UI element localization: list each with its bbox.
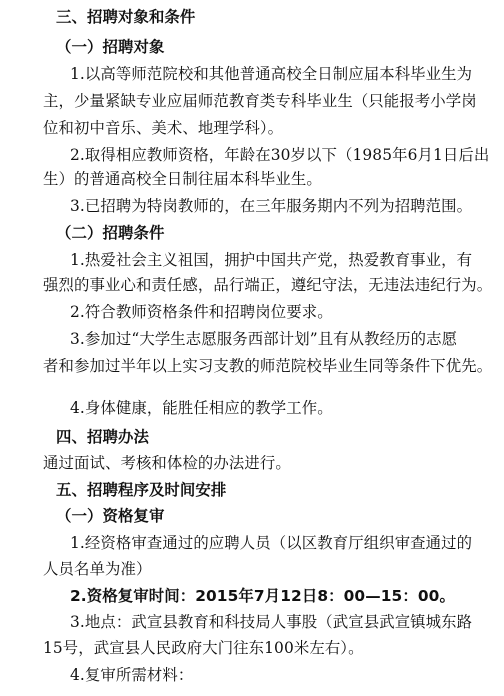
paragraph-line: 生）的普通高校全日制往届本科毕业生。 — [43, 170, 322, 188]
paragraph-line: 2.符合教师资格条件和招聘岗位要求。 — [70, 303, 333, 321]
paragraph-line: 3.已招聘为特岗教师的，在三年服务期内不列为招聘范围。 — [70, 197, 473, 215]
paragraph-line: 人员名单为准） — [43, 560, 152, 578]
paragraph-line: 强烈的事业心和责任感，品行端正，遵纪守法，无违法违纪行为。 — [43, 276, 493, 294]
paragraph-line: 4.复审所需材料： — [70, 666, 194, 684]
section-heading-4: 四、招聘办法 — [56, 428, 149, 446]
section-heading-3: 三、招聘对象和条件 — [56, 8, 196, 26]
paragraph-line: 主，少量紧缺专业应届师范教育类专科毕业生（只能报考小学岗 — [43, 92, 477, 110]
paragraph-line: 2.取得相应教师资格，年龄在30岁以下（1985年6月1日后出 — [70, 146, 490, 164]
paragraph-line: 1.经资格审查通过的应聘人员（以区教育厅组织审查通过的 — [70, 534, 473, 552]
review-time-line: 2.资格复审时间：2015年7月12日8：00—15：00。 — [70, 587, 455, 605]
section-heading-5: 五、招聘程序及时间安排 — [56, 481, 227, 499]
paragraph-line: 者和参加过半年以上实习支教的师范院校毕业生同等条件下优先。 — [43, 357, 493, 375]
paragraph-line: 通过面试、考核和体检的办法进行。 — [43, 454, 291, 472]
paragraph-line: 3.参加过“大学生志愿服务西部计划”且有从教经历的志愿 — [70, 330, 458, 348]
paragraph-line: 1.以高等师范院校和其他普通高校全日制应届本科毕业生为 — [70, 65, 473, 83]
subsection-heading: （一）资格复审 — [56, 507, 165, 525]
subsection-heading: （二）招聘条件 — [56, 224, 165, 242]
paragraph-line: 3.地点：武宣县教育和科技局人事股（武宣县武宣镇城东路 — [70, 613, 473, 631]
paragraph-line: 15号，武宣县人民政府大门往东100米左右）。 — [43, 639, 364, 657]
subsection-heading: （一）招聘对象 — [56, 38, 165, 56]
paragraph-line: 位和初中音乐、美术、地理学科）。 — [43, 119, 284, 137]
paragraph-line: 4.身体健康，能胜任相应的教学工作。 — [70, 399, 333, 417]
paragraph-line: 1.热爱社会主义祖国，拥护中国共产党，热爱教育事业，有 — [70, 251, 473, 269]
